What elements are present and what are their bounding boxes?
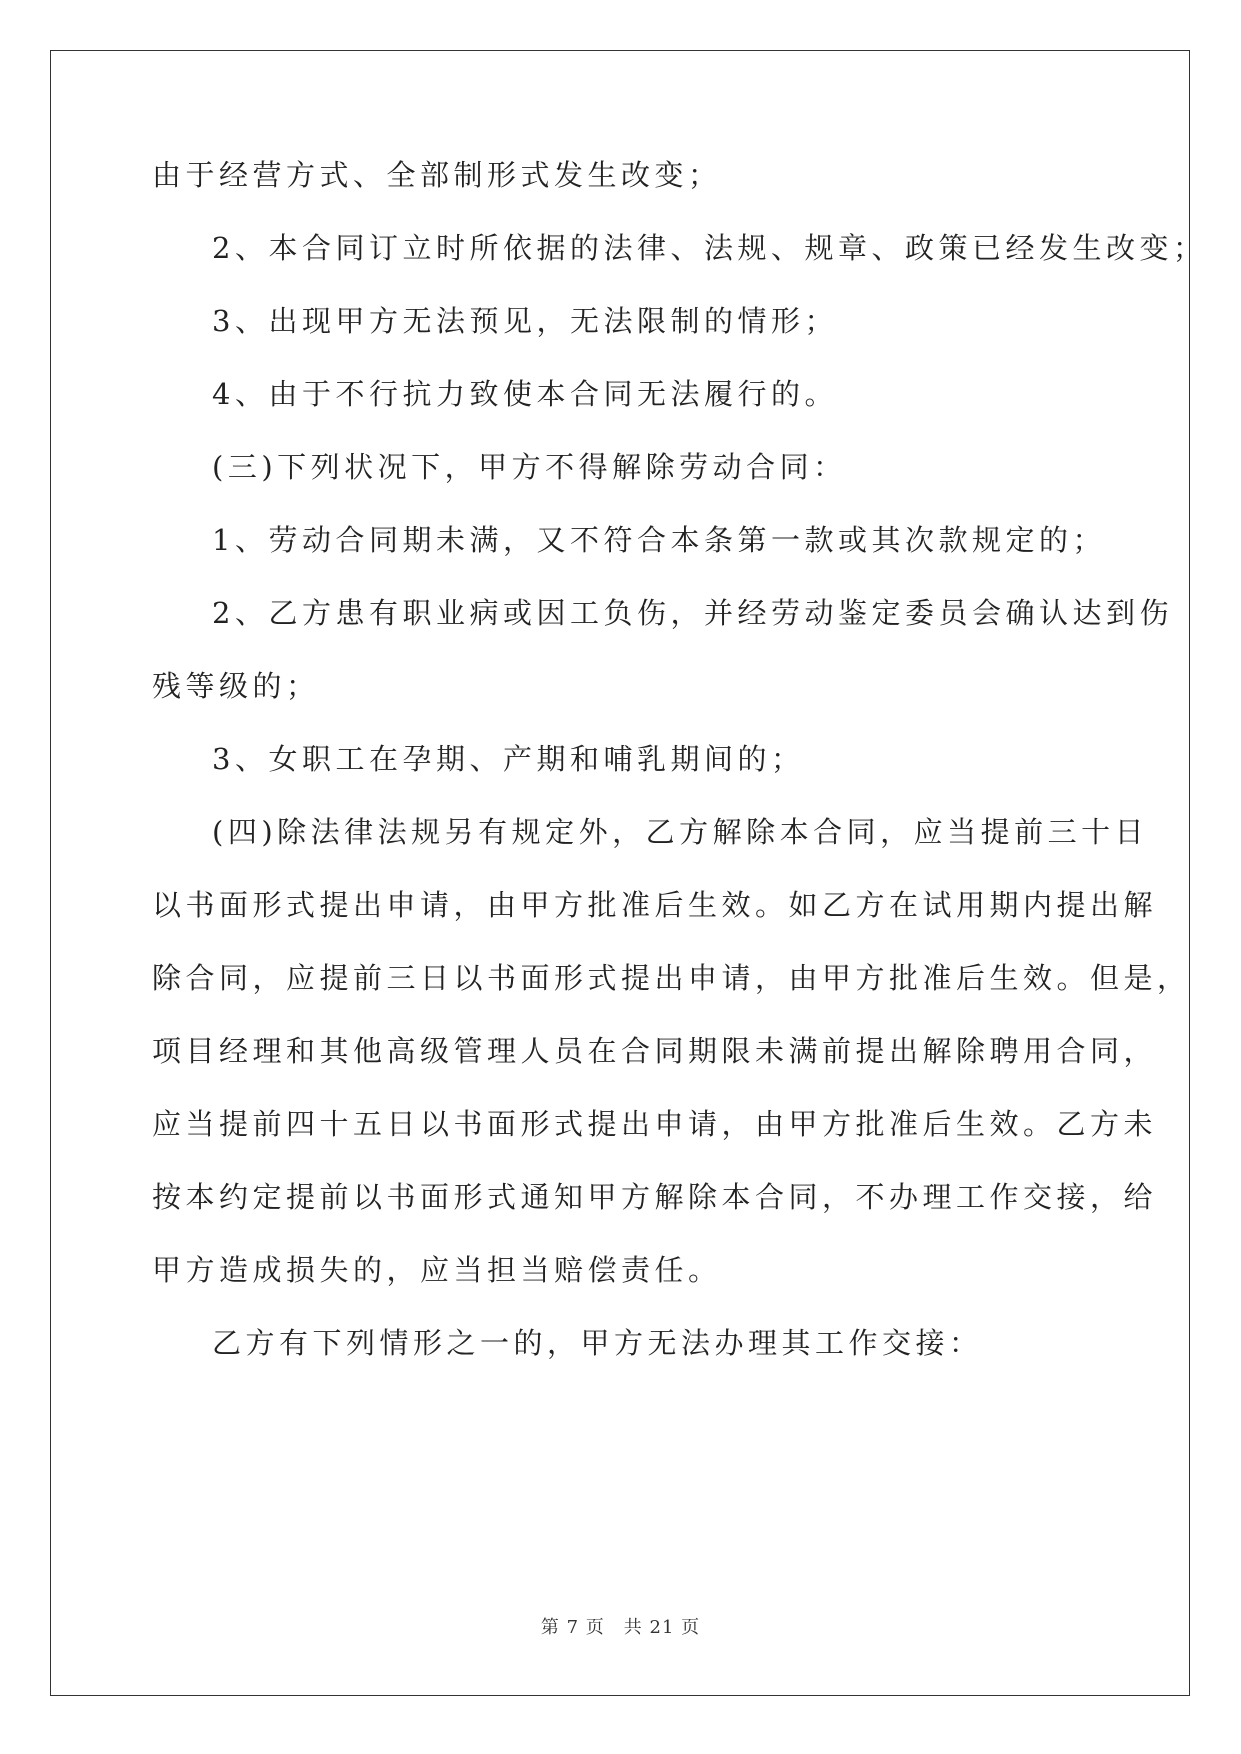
text-line: 2、乙方患有职业病或因工负伤，并经劳动鉴定委员会确认达到伤 [212,596,1173,630]
text-line: 残等级的； [152,669,320,703]
text-line: (三)下列状况下，甲方不得解除劳动合同： [212,450,847,484]
text-line: 除合同，应提前三日以书面形式提出申请，由甲方批准后生效。但是， [152,961,1191,995]
page-number: 第 7 页 共 21 页 [540,1617,701,1638]
text-line: 4、由于不行抗力致使本合同无法履行的。 [212,377,838,411]
text-line: 应当提前四十五日以书面形式提出申请，由甲方批准后生效。乙方未 [152,1107,1158,1141]
text-line: (四)除法律法规另有规定外，乙方解除本合同，应当提前三十日 [212,815,1149,849]
text-line: 乙方有下列情形之一的，甲方无法办理其工作交接： [212,1326,983,1360]
text-line: 3、出现甲方无法预见，无法限制的情形； [212,304,838,338]
text-line: 3、女职工在孕期、产期和哺乳期间的； [212,742,805,776]
text-line: 1、劳动合同期未满，又不符合本条第一款或其次款规定的； [212,523,1106,557]
text-line: 按本约定提前以书面形式通知甲方解除本合同，不办理工作交接，给 [152,1180,1158,1214]
text-line: 项目经理和其他高级管理人员在合同期限未满前提出解除聘用合同， [152,1034,1158,1068]
text-line: 由于经营方式、全部制形式发生改变； [152,158,722,192]
text-line: 甲方造成损失的，应当担当赔偿责任。 [152,1253,722,1287]
text-line: 以书面形式提出申请，由甲方批准后生效。如乙方在试用期内提出解 [152,888,1158,922]
text-line: 2、本合同订立时所依据的法律、法规、规章、政策已经发生改变； [212,231,1207,265]
page-border [50,50,1190,1696]
